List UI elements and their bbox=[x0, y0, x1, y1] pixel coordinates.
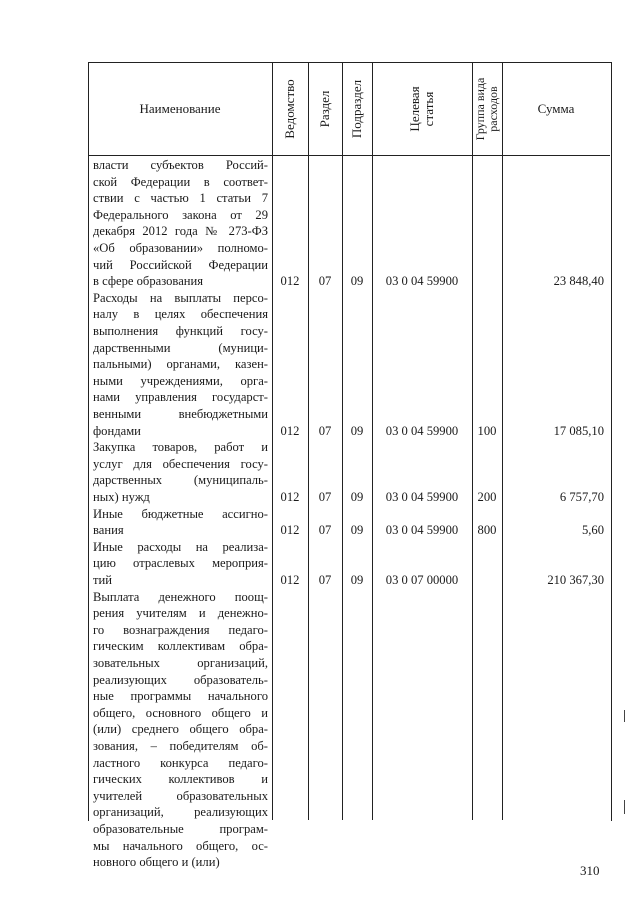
row-name-line: гическим коллективам обра- bbox=[93, 639, 268, 654]
row-name-line: Закупка товаров, работ и bbox=[93, 440, 268, 455]
row-name-line: в сфере образования bbox=[93, 274, 204, 289]
header-grp-line1: Группа вида bbox=[473, 77, 487, 140]
row-name-line: Федерального закона от 29 bbox=[93, 207, 268, 222]
header-ved bbox=[272, 62, 308, 155]
col-divider bbox=[342, 62, 343, 820]
header-grp bbox=[472, 62, 502, 155]
row-summa: 6 757,70 bbox=[559, 490, 604, 504]
header-cel-label bbox=[408, 86, 436, 131]
col-divider bbox=[502, 62, 503, 820]
header-summa-label: Сумма bbox=[537, 100, 575, 116]
header-podrazdel bbox=[342, 62, 372, 155]
row-name bbox=[93, 589, 268, 871]
row-cel: 03 0 04 59900 bbox=[385, 490, 459, 504]
row-name-line: выполнения функций госу- bbox=[93, 323, 268, 338]
row-cel: 03 0 04 59900 bbox=[385, 274, 459, 289]
row-ved: 012 bbox=[280, 573, 300, 587]
row-name-line: новного общего и (или) bbox=[93, 855, 220, 870]
col-divider bbox=[372, 62, 373, 820]
header-ved-label: Ведомство bbox=[282, 78, 297, 139]
row-ved: 012 bbox=[280, 274, 300, 289]
header-razdel bbox=[308, 62, 342, 155]
row-razdel: 07 bbox=[318, 490, 332, 504]
row-name-line: власти субъектов Россий- bbox=[93, 158, 268, 172]
row-name-line: «Об образовании» полномо- bbox=[93, 240, 268, 255]
row-name-line: декабря 2012 года № 273-ФЗ bbox=[93, 224, 268, 239]
row-name-line: Расходы на выплаты персо- bbox=[93, 290, 268, 305]
row-cel: 03 0 04 59900 bbox=[385, 523, 459, 538]
col-divider bbox=[272, 62, 273, 820]
scan-mark bbox=[624, 800, 625, 814]
row-name-line: зовательных организаций, bbox=[93, 655, 268, 670]
row-podrazdel: 09 bbox=[350, 490, 364, 504]
row-name-line: ных) нужд bbox=[93, 489, 150, 504]
row-name-line: реализующих образователь- bbox=[93, 672, 268, 687]
row-name-line: мы начального общего, ос- bbox=[93, 838, 268, 853]
row-name-line: тий bbox=[93, 572, 112, 587]
row-razdel: 07 bbox=[318, 573, 332, 587]
row-name-line: ской Федерации в соответ- bbox=[93, 174, 268, 189]
row-razdel: 07 bbox=[318, 423, 332, 438]
row-summa: 23 848,40 bbox=[553, 274, 604, 289]
row-name bbox=[93, 290, 268, 439]
row-name-line: нами управления государст- bbox=[93, 390, 268, 405]
row-name-line: ластного конкурса педаго- bbox=[93, 755, 268, 770]
header-razdel-label: Раздел bbox=[317, 90, 332, 127]
row-podrazdel: 09 bbox=[350, 274, 364, 289]
header-cel-line1: Целевая bbox=[407, 85, 422, 132]
row-name-line: образовательные програм- bbox=[93, 821, 268, 836]
row-name-line: ными учреждениями, орга- bbox=[93, 373, 268, 388]
row-name-line: чий Российской Федерации bbox=[93, 257, 268, 272]
row-name-line: зования, – победителям об- bbox=[93, 738, 268, 753]
header-podrazdel-label: Подраздел bbox=[349, 79, 364, 138]
row-cel: 03 0 07 00000 bbox=[385, 573, 459, 587]
row-razdel: 07 bbox=[318, 523, 332, 538]
header-name bbox=[88, 62, 272, 155]
row-name-line: налу в целях обеспечения bbox=[93, 307, 268, 322]
row-name-line: рения учителям и денежно- bbox=[93, 606, 268, 621]
header-summa bbox=[502, 62, 610, 155]
row-ved: 012 bbox=[280, 423, 300, 438]
row-grp: 100 bbox=[477, 423, 497, 438]
row-grp: 800 bbox=[477, 523, 497, 538]
header-name-label: Наименование bbox=[139, 100, 221, 116]
header-grp-line2: расходов bbox=[486, 85, 500, 132]
row-razdel: 07 bbox=[318, 274, 332, 289]
row-name bbox=[93, 157, 268, 290]
row-podrazdel: 09 bbox=[350, 423, 364, 438]
row-summa: 17 085,10 bbox=[553, 423, 604, 438]
page-number: 310 bbox=[580, 863, 600, 878]
row-name-line: общего, основного общего и bbox=[93, 705, 268, 720]
row-name-line: Иные бюджетные ассигно- bbox=[93, 506, 268, 521]
col-divider bbox=[308, 62, 309, 820]
row-name-line: услуг для обеспечения госу- bbox=[93, 456, 268, 471]
row-name bbox=[93, 506, 268, 539]
row-name-line: венными внебюджетными bbox=[93, 406, 268, 421]
header-bottom-rule bbox=[88, 155, 610, 156]
row-name-line: гических коллективов и bbox=[93, 772, 268, 787]
row-ved: 012 bbox=[280, 523, 300, 538]
row-name-line: фондами bbox=[93, 423, 141, 438]
row-summa: 5,60 bbox=[581, 523, 604, 538]
row-name-line: дарственных (муниципаль- bbox=[93, 473, 268, 488]
scan-mark bbox=[624, 710, 625, 722]
col-divider bbox=[472, 62, 473, 820]
row-summa: 210 367,30 bbox=[547, 573, 604, 587]
row-name-line: (или) среднего общего обра- bbox=[93, 722, 268, 737]
header-grp-label bbox=[474, 77, 500, 140]
header-cel bbox=[372, 62, 472, 155]
row-grp: 200 bbox=[477, 490, 497, 504]
row-podrazdel: 09 bbox=[350, 573, 364, 587]
row-name bbox=[93, 439, 268, 505]
row-name-line: Иные расходы на реализа- bbox=[93, 539, 268, 554]
row-name-line: цию отраслевых мероприя- bbox=[93, 556, 268, 571]
row-ved: 012 bbox=[280, 490, 300, 504]
row-name-line: го вознаграждения педаго- bbox=[93, 622, 268, 637]
row-name-line: организаций, реализующих bbox=[93, 805, 268, 820]
row-cel: 03 0 04 59900 bbox=[385, 423, 459, 438]
row-name-line: ные программы начального bbox=[93, 689, 268, 704]
row-name-line: дарственными (муници- bbox=[93, 340, 268, 355]
row-name-line: Выплата денежного поощ- bbox=[93, 589, 268, 604]
row-name-line: пальными) органами, казен- bbox=[93, 357, 268, 372]
row-name-line: вания bbox=[93, 523, 124, 538]
row-name bbox=[93, 539, 268, 589]
row-name-line: ствии с частью 1 статьи 7 bbox=[93, 191, 268, 206]
row-podrazdel: 09 bbox=[350, 523, 364, 538]
header-cel-line2: статья bbox=[421, 91, 436, 126]
row-name-line: учителей образовательных bbox=[93, 788, 268, 803]
